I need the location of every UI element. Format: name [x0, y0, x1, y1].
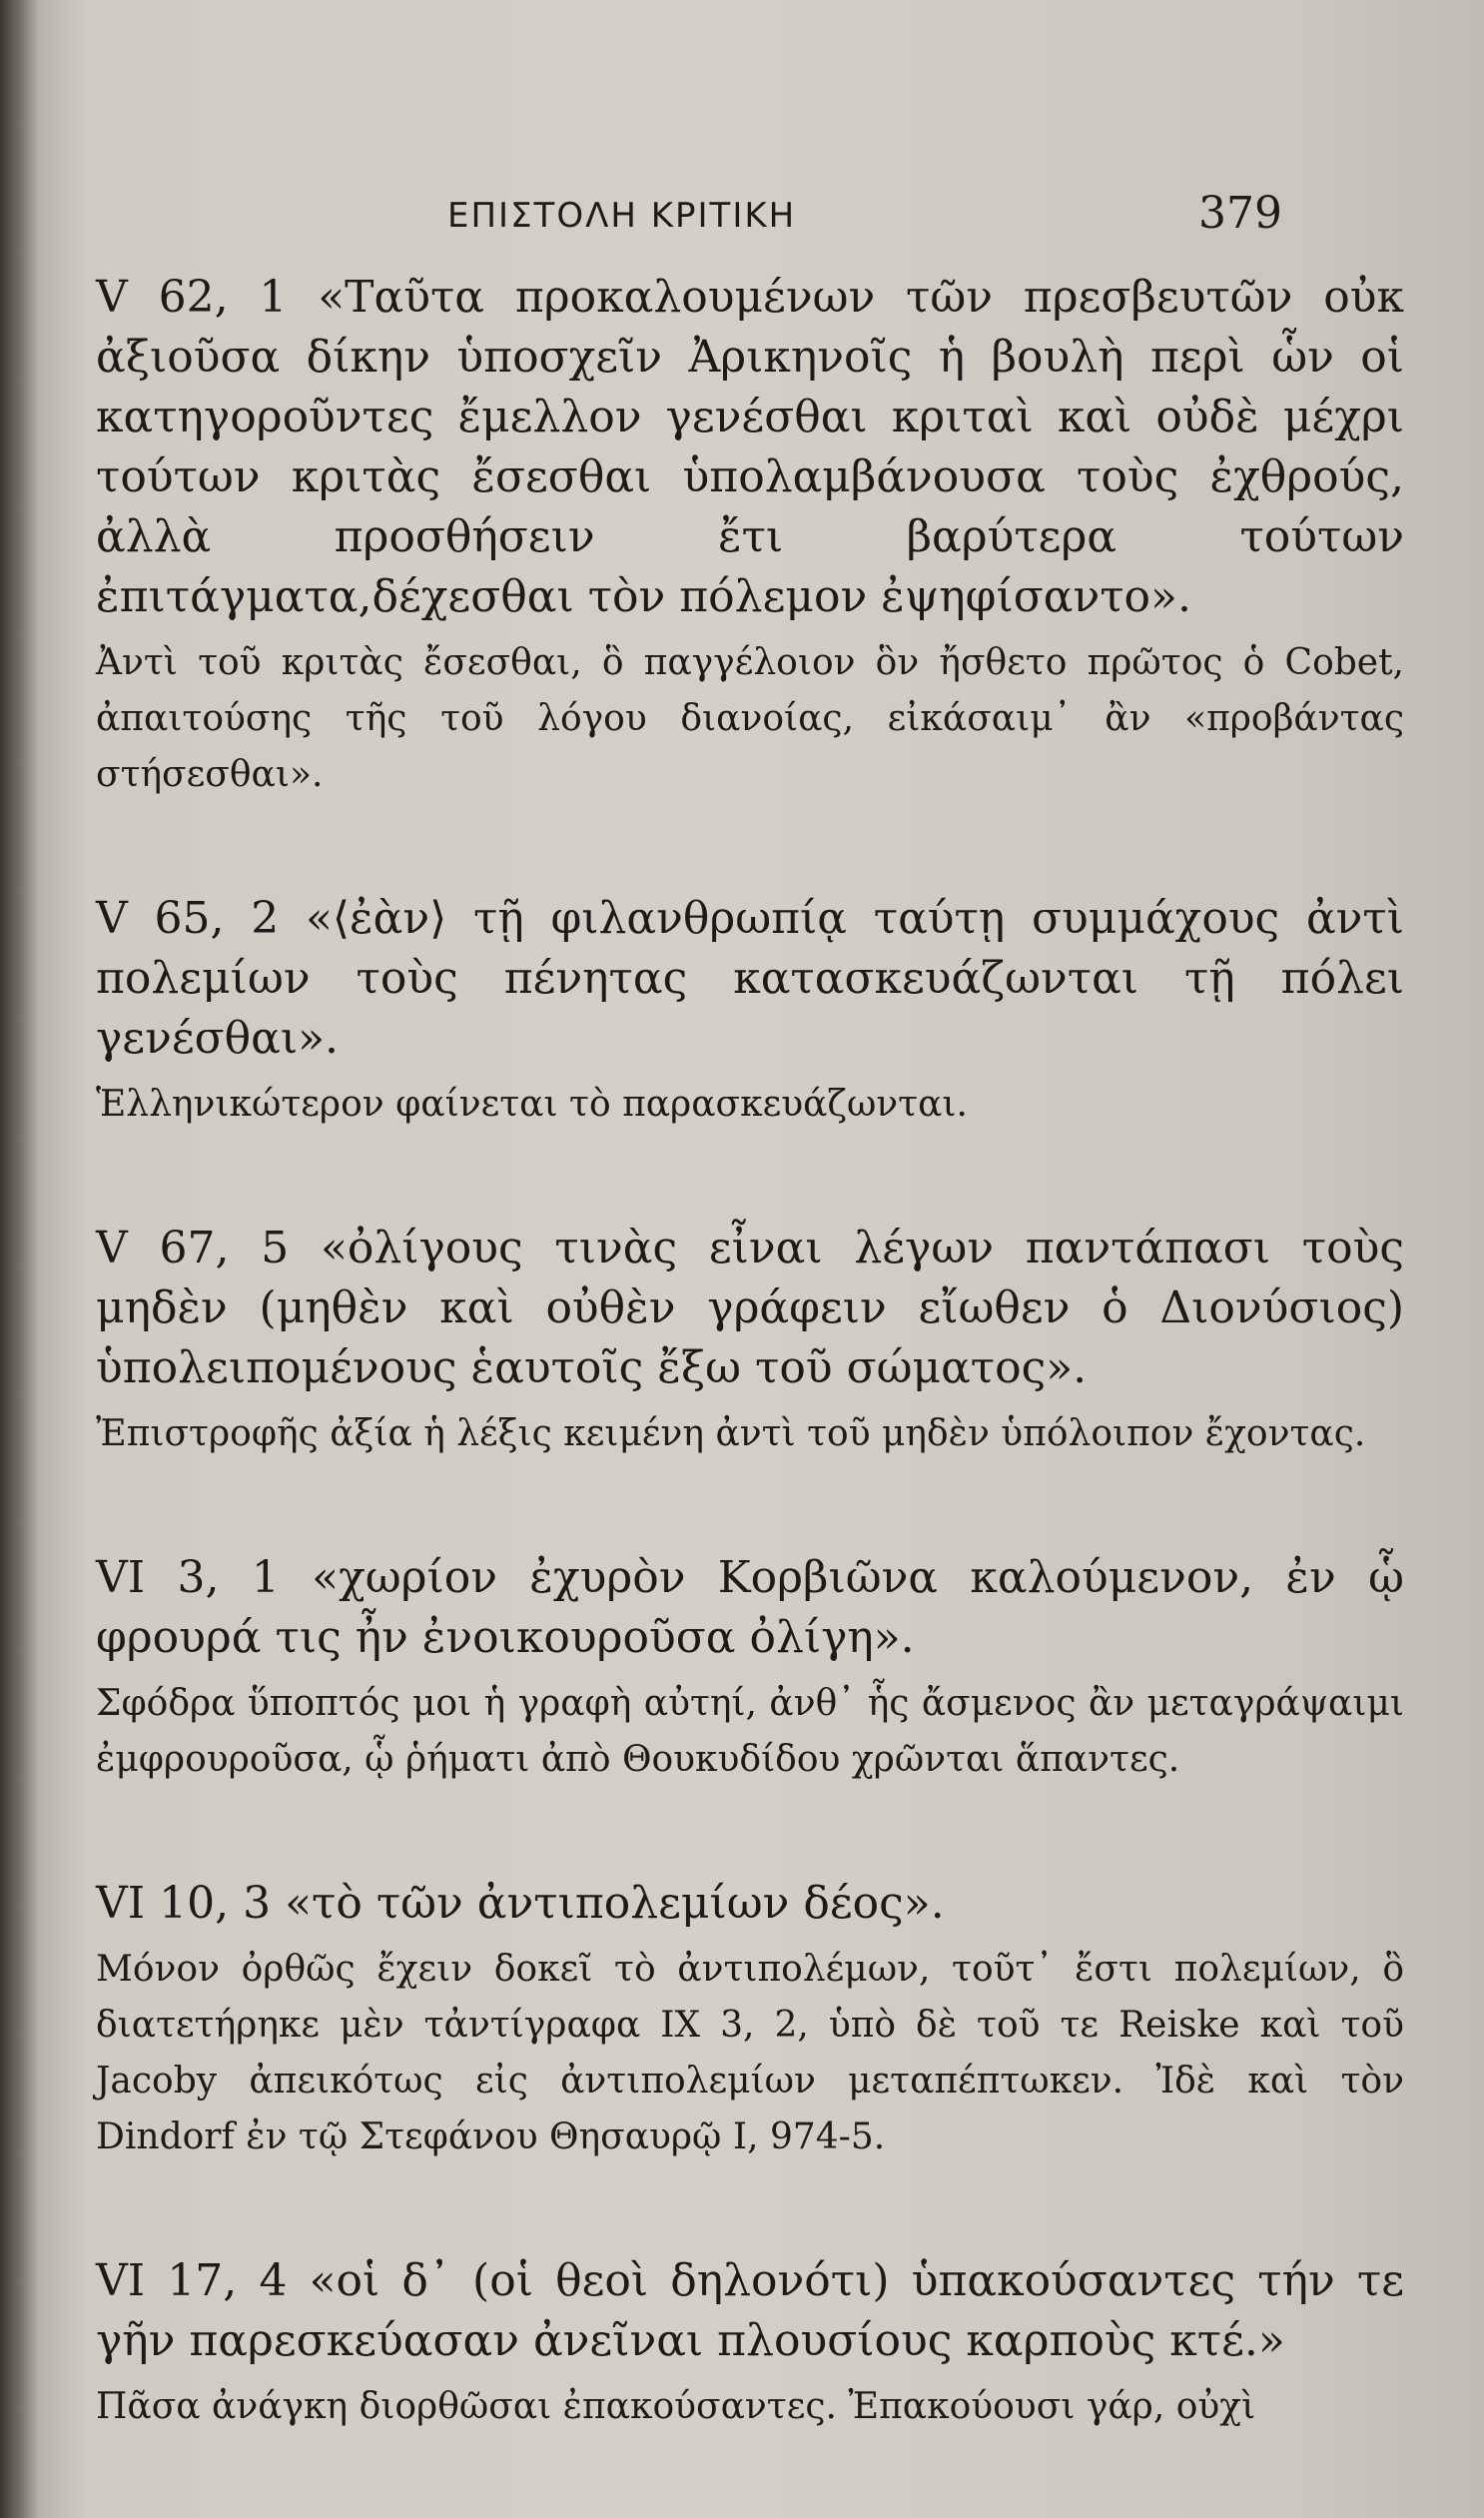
page-header [0, 188, 1484, 248]
note-entry [96, 268, 1404, 803]
commentary: Ἀντὶ τοῦ κριτὰς ἔσεσθαι, ὃ παγγέλοιον ὃν ἤσθετο πρῶτος ὁ Cobet, ἀπαιτούσης τῆς τοῦ λόγου διανοίας, εἰκάσαιμ᾽ ἂν «προβάντας στήσεσθαι». [96, 642, 1404, 795]
commentary: Μόνον ὀρθῶς ἔχειν δοκεῖ τὸ ἀντιπολέμων, τοῦτ᾽ ἔστι πολεμίων, ὃ διατετήρηκε μὲν τἀντίγραφα IX 3, 2, ὑπὸ δὲ τοῦ τε Reiske καὶ τοῦ Jacoby ἀπεικότως εἰς ἀντιπολεμίων μεταπέπτωκεν. Ἰδὲ καὶ τὸν Dindorf ἐν τῷ Στεφάνου Θησαυρῷ I, 974-5. [96, 1949, 1404, 2157]
note-entry [96, 889, 1404, 1133]
note-entry [96, 1219, 1404, 1462]
commentary: Ἐπιστροφῆς ἀξία ἡ λέξις κειμένη ἀντὶ τοῦ μηδὲν ὑπόλοιπον ἔχοντας. [96, 1413, 1366, 1454]
note-entry [96, 1874, 1404, 2165]
running-head: ΕΠΙΣΤΟΛΗ ΚΡΙΤΙΚΗ [447, 196, 797, 236]
page-number: 379 [1198, 188, 1282, 239]
commentary: Ἑλληνικώτερον φαίνεται τὸ παρασκευάζωνται. [96, 1084, 968, 1125]
quoted-passage: VI 10, 3 «τὸ τῶν ἀντιπολεμίων δέος». [96, 1878, 945, 1929]
commentary: Πᾶσα ἀνάγκη διορθῶσαι ἐπακούσαντες. Ἐπακούουσι γάρ, οὐχὶ [96, 2386, 1256, 2427]
quoted-passage: V 67, 5 «ὀλίγους τινὰς εἶναι λέγων παντάπασι τοὺς μηδὲν (μηθὲν καὶ οὐθὲν γράφειν εἴωθεν ὁ Διονύσιος) ὑπολειπομένους ἑαυτοῖς ἔξω τοῦ σώματος». [96, 1223, 1404, 1393]
note-entry [96, 1548, 1404, 1788]
page-body [96, 268, 1404, 2435]
quoted-passage: V 62, 1 «Ταῦτα προκαλουμένων τῶν πρεσβευτῶν οὐκ ἀξιοῦσα δίκην ὑποσχεῖν Ἀρικηνοῖς ἡ βουλὴ περὶ ὧν οἱ κατηγοροῦντες ἔμελλον γενέσθαι κριταὶ καὶ οὐδὲ μέχρι τούτων κριτὰς ἔσεσθαι ὑπολαμβάνουσα τοὺς ἐχθρούς, ἀλλὰ προσθήσειν ἔτι βαρύτερα τούτων ἐπιτάγματα,δέχεσθαι τὸν πόλεμον ἐψηφίσαντο». [96, 272, 1404, 622]
commentary: Σφόδρα ὕποπτός μοι ἡ γραφὴ αὐτηί, ἀνθ᾽ ἧς ἄσμενος ἂν μεταγράψαιμι ἐμφρουροῦσα, ᾧ ῥήματι ἀπὸ Θουκυδίδου χρῶνται ἅπαντες. [96, 1683, 1404, 1780]
quoted-passage: V 65, 2 «⟨ἐὰν⟩ τῇ φιλανθρωπίᾳ ταύτῃ συμμάχους ἀντὶ πολεμίων τοὺς πένητας κατασκευάζωνται τῇ πόλει γενέσθαι». [96, 893, 1404, 1064]
quoted-passage: VI 17, 4 «οἱ δ᾽ (οἱ θεοὶ δηλονότι) ὑπακούσαντες τήν τε γῆν παρεσκεύασαν ἀνεῖναι πλουσίους καρποὺς κτέ.» [96, 2255, 1404, 2366]
note-entry [96, 2251, 1404, 2435]
quoted-passage: VI 3, 1 «χωρίον ἐχυρὸν Κορβιῶνα καλούμενον, ἐν ᾧ φρουρά τις ἦν ἐνοικουροῦσα ὀλίγη». [96, 1552, 1404, 1663]
